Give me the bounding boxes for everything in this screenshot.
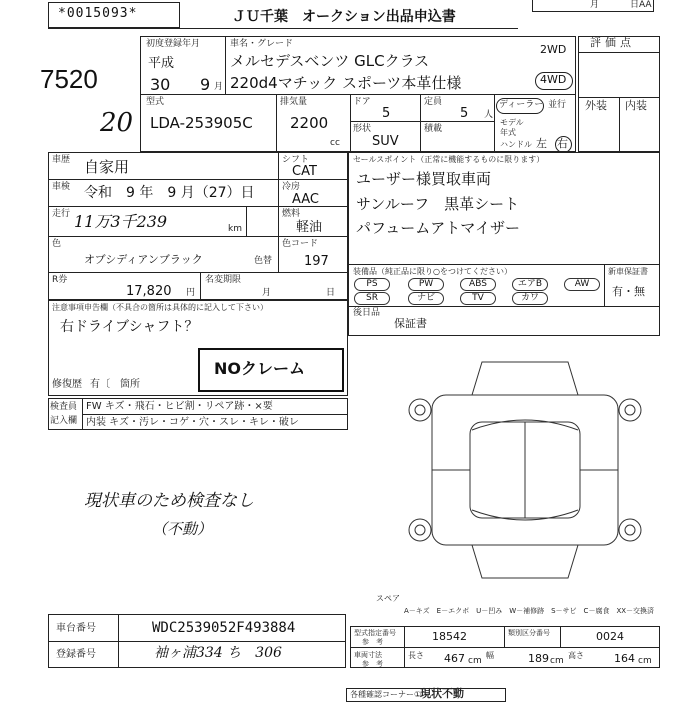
shift-label: シフト	[282, 155, 310, 165]
height-value: 164	[614, 652, 635, 665]
shape-value: SUV	[372, 134, 399, 149]
recycle-unit: 円	[186, 288, 196, 298]
equip-navi: ナビ	[408, 292, 444, 305]
date-month-label: 月	[590, 0, 600, 10]
name-change-label: 名変期限	[205, 275, 242, 285]
model-spec-label: 型式指定番号	[354, 629, 396, 637]
inspection-label: 車検	[52, 182, 71, 192]
model-spec-ref: 参 考	[362, 638, 383, 646]
interior-label: 内装	[625, 99, 647, 112]
equip-pw: PW	[408, 278, 444, 291]
color-change-label: 色替	[254, 256, 273, 266]
dims-label: 車両寸法	[354, 651, 382, 659]
width-unit: cm	[550, 656, 564, 666]
fuel-label: 燃料	[282, 209, 301, 219]
reg-month: 9	[200, 75, 211, 94]
damage-legend: A－キズ E－エクボ U－凹み W－補修跡 S－サビ C－腐食 XX－交換済	[404, 607, 655, 615]
width-value: 189	[528, 652, 549, 665]
mileage-label: 走行	[52, 209, 71, 219]
equip-airbag: エアB	[512, 278, 548, 291]
width-label: 幅	[486, 651, 494, 660]
type-label: 型式	[146, 97, 165, 107]
handle-left: 左	[536, 137, 547, 150]
length-label: 長さ	[408, 651, 424, 660]
spare-label: スペア	[376, 594, 400, 603]
exterior-label: 外装	[585, 99, 607, 112]
handle-label: ハンドル	[500, 140, 532, 149]
color-label: 色	[52, 239, 62, 249]
handle-right: 右	[557, 137, 568, 150]
after-doc-value: 保証書	[394, 317, 427, 330]
fuel-value: 軽油	[296, 220, 323, 235]
displacement-label: 排気量	[280, 97, 308, 107]
color-value: オブシディアンブラック	[84, 253, 203, 266]
confirmation-stamp-value: 現状不動	[420, 687, 464, 700]
equip-tv: TV	[460, 292, 496, 305]
usage-label: 車歴	[52, 155, 71, 165]
usage-value: 自家用	[84, 158, 130, 176]
model-spec-value: 18542	[432, 630, 467, 643]
equip-leather: カワ	[512, 292, 548, 305]
new-car-warranty-value: 有・無	[612, 285, 645, 298]
handwritten-note-line1: 現状車のため検査なし	[84, 491, 254, 511]
capacity-value: 5	[460, 106, 469, 121]
load-label: 積載	[424, 124, 443, 134]
doors-value: 5	[382, 106, 391, 121]
confirmation-stamp-label: 各種確認コーナー①	[350, 690, 422, 699]
notes-label: 注意事項申告欄（不具合の箇所は具体的に記入して下さい）	[52, 303, 268, 312]
inspector-label-2: 記入欄	[50, 416, 78, 426]
after-doc-label: 後日品	[353, 308, 381, 318]
registration-number: 袖ヶ浦334 ち 306	[154, 645, 282, 661]
doors-label: ドア	[353, 97, 371, 107]
name-change-day: 日	[326, 288, 336, 298]
dims-ref: 参 考	[362, 660, 383, 668]
equip-sr: SR	[354, 292, 390, 305]
class-value: 0024	[596, 630, 624, 643]
chassis-label: 車台番号	[56, 623, 96, 634]
shape-label: 形状	[353, 124, 372, 134]
shift-value: CAT	[292, 164, 317, 179]
reg-year: 30	[150, 75, 171, 94]
type-value: LDA-253905C	[150, 114, 253, 132]
serial-number: *0015093*	[58, 6, 138, 21]
date-day-label: 日AA	[630, 0, 652, 10]
length-value: 467	[444, 652, 465, 665]
car-damage-diagram	[400, 350, 650, 600]
registration-label: 登録番号	[56, 649, 96, 660]
model-year-label: モデル年式	[500, 118, 524, 137]
inspection-row-1: FW キズ・飛石・ヒビ割・リペア跡・×要	[86, 401, 273, 412]
handwritten-grade: 20	[100, 108, 134, 138]
form-title: ＪＵ千葉 オークション出品申込書	[232, 9, 456, 25]
equip-abs: ABS	[460, 278, 496, 291]
color-code-value: 197	[304, 254, 329, 269]
inspection-value: 令和 9 年 9 月（27）日	[84, 185, 255, 201]
ac-value: AAC	[292, 192, 319, 207]
dealer-label: ディーラー	[499, 100, 544, 110]
equip-aw: AW	[564, 278, 600, 291]
mileage-value: 11万3千239	[74, 212, 168, 231]
handwritten-note-line2: （不動）	[152, 520, 213, 538]
height-label: 高さ	[568, 651, 584, 660]
drive-4wd: 4WD	[540, 73, 567, 86]
class-label: 類別区分番号	[508, 629, 550, 637]
selling-points-label: セールスポイント（正常に機能するものに限ります）	[353, 155, 545, 164]
cc-unit: cc	[330, 138, 340, 148]
notes-text: 右ドライブシャフト？	[60, 319, 199, 335]
inspection-row-2: 内装 キズ・汚レ・コゲ・穴・スレ・キレ・破レ	[86, 417, 299, 428]
repair-history-value: 有〔 箇所	[90, 379, 140, 390]
selling-point-1: ユーザー様買取車両	[356, 170, 492, 188]
reg-month-unit: 月	[214, 82, 224, 92]
name-change-month: 月	[262, 288, 272, 298]
new-car-warranty-label: 新車保証書	[608, 267, 648, 276]
selling-point-2: サンルーフ 黒革シート	[356, 195, 520, 213]
color-code-label: 色コード	[282, 239, 319, 249]
equip-ps: PS	[354, 278, 390, 291]
displacement-value: 2200	[290, 114, 329, 132]
eval-label: 評価点	[590, 36, 635, 49]
era: 平成	[148, 56, 175, 71]
drive-2wd: 2WD	[540, 43, 567, 56]
equipment-label: 装備品（純正品に限り○をつけてください）	[353, 267, 512, 276]
inspector-label-1: 検査員	[50, 402, 78, 412]
km-unit: km	[228, 224, 242, 234]
recycle-label: R券	[52, 275, 68, 285]
length-unit: cm	[468, 656, 482, 666]
first-reg-label: 初度登録年月	[146, 39, 201, 49]
title-underline	[48, 28, 518, 29]
repair-history-label: 修復歴	[52, 379, 82, 390]
chassis-number: WDC2539052F493884	[152, 620, 296, 636]
capacity-label: 定員	[424, 97, 443, 107]
model-grade-label: 車名・グレード	[230, 39, 294, 49]
model-line1: メルセデスベンツ GLCクラス	[230, 52, 430, 70]
parallel-label: 並行	[548, 100, 567, 110]
height-unit: cm	[638, 656, 652, 666]
capacity-unit: 人	[484, 110, 494, 120]
lot-number: 7520	[40, 64, 98, 94]
ac-label: 冷房	[282, 182, 301, 192]
model-line2: 220d4マチック スポーツ本革仕様	[230, 74, 462, 92]
recycle-value: 17,820	[126, 284, 172, 299]
selling-point-3: パフュームアトマイザー	[356, 219, 520, 237]
no-claim-stamp: NOクレーム	[214, 359, 305, 378]
